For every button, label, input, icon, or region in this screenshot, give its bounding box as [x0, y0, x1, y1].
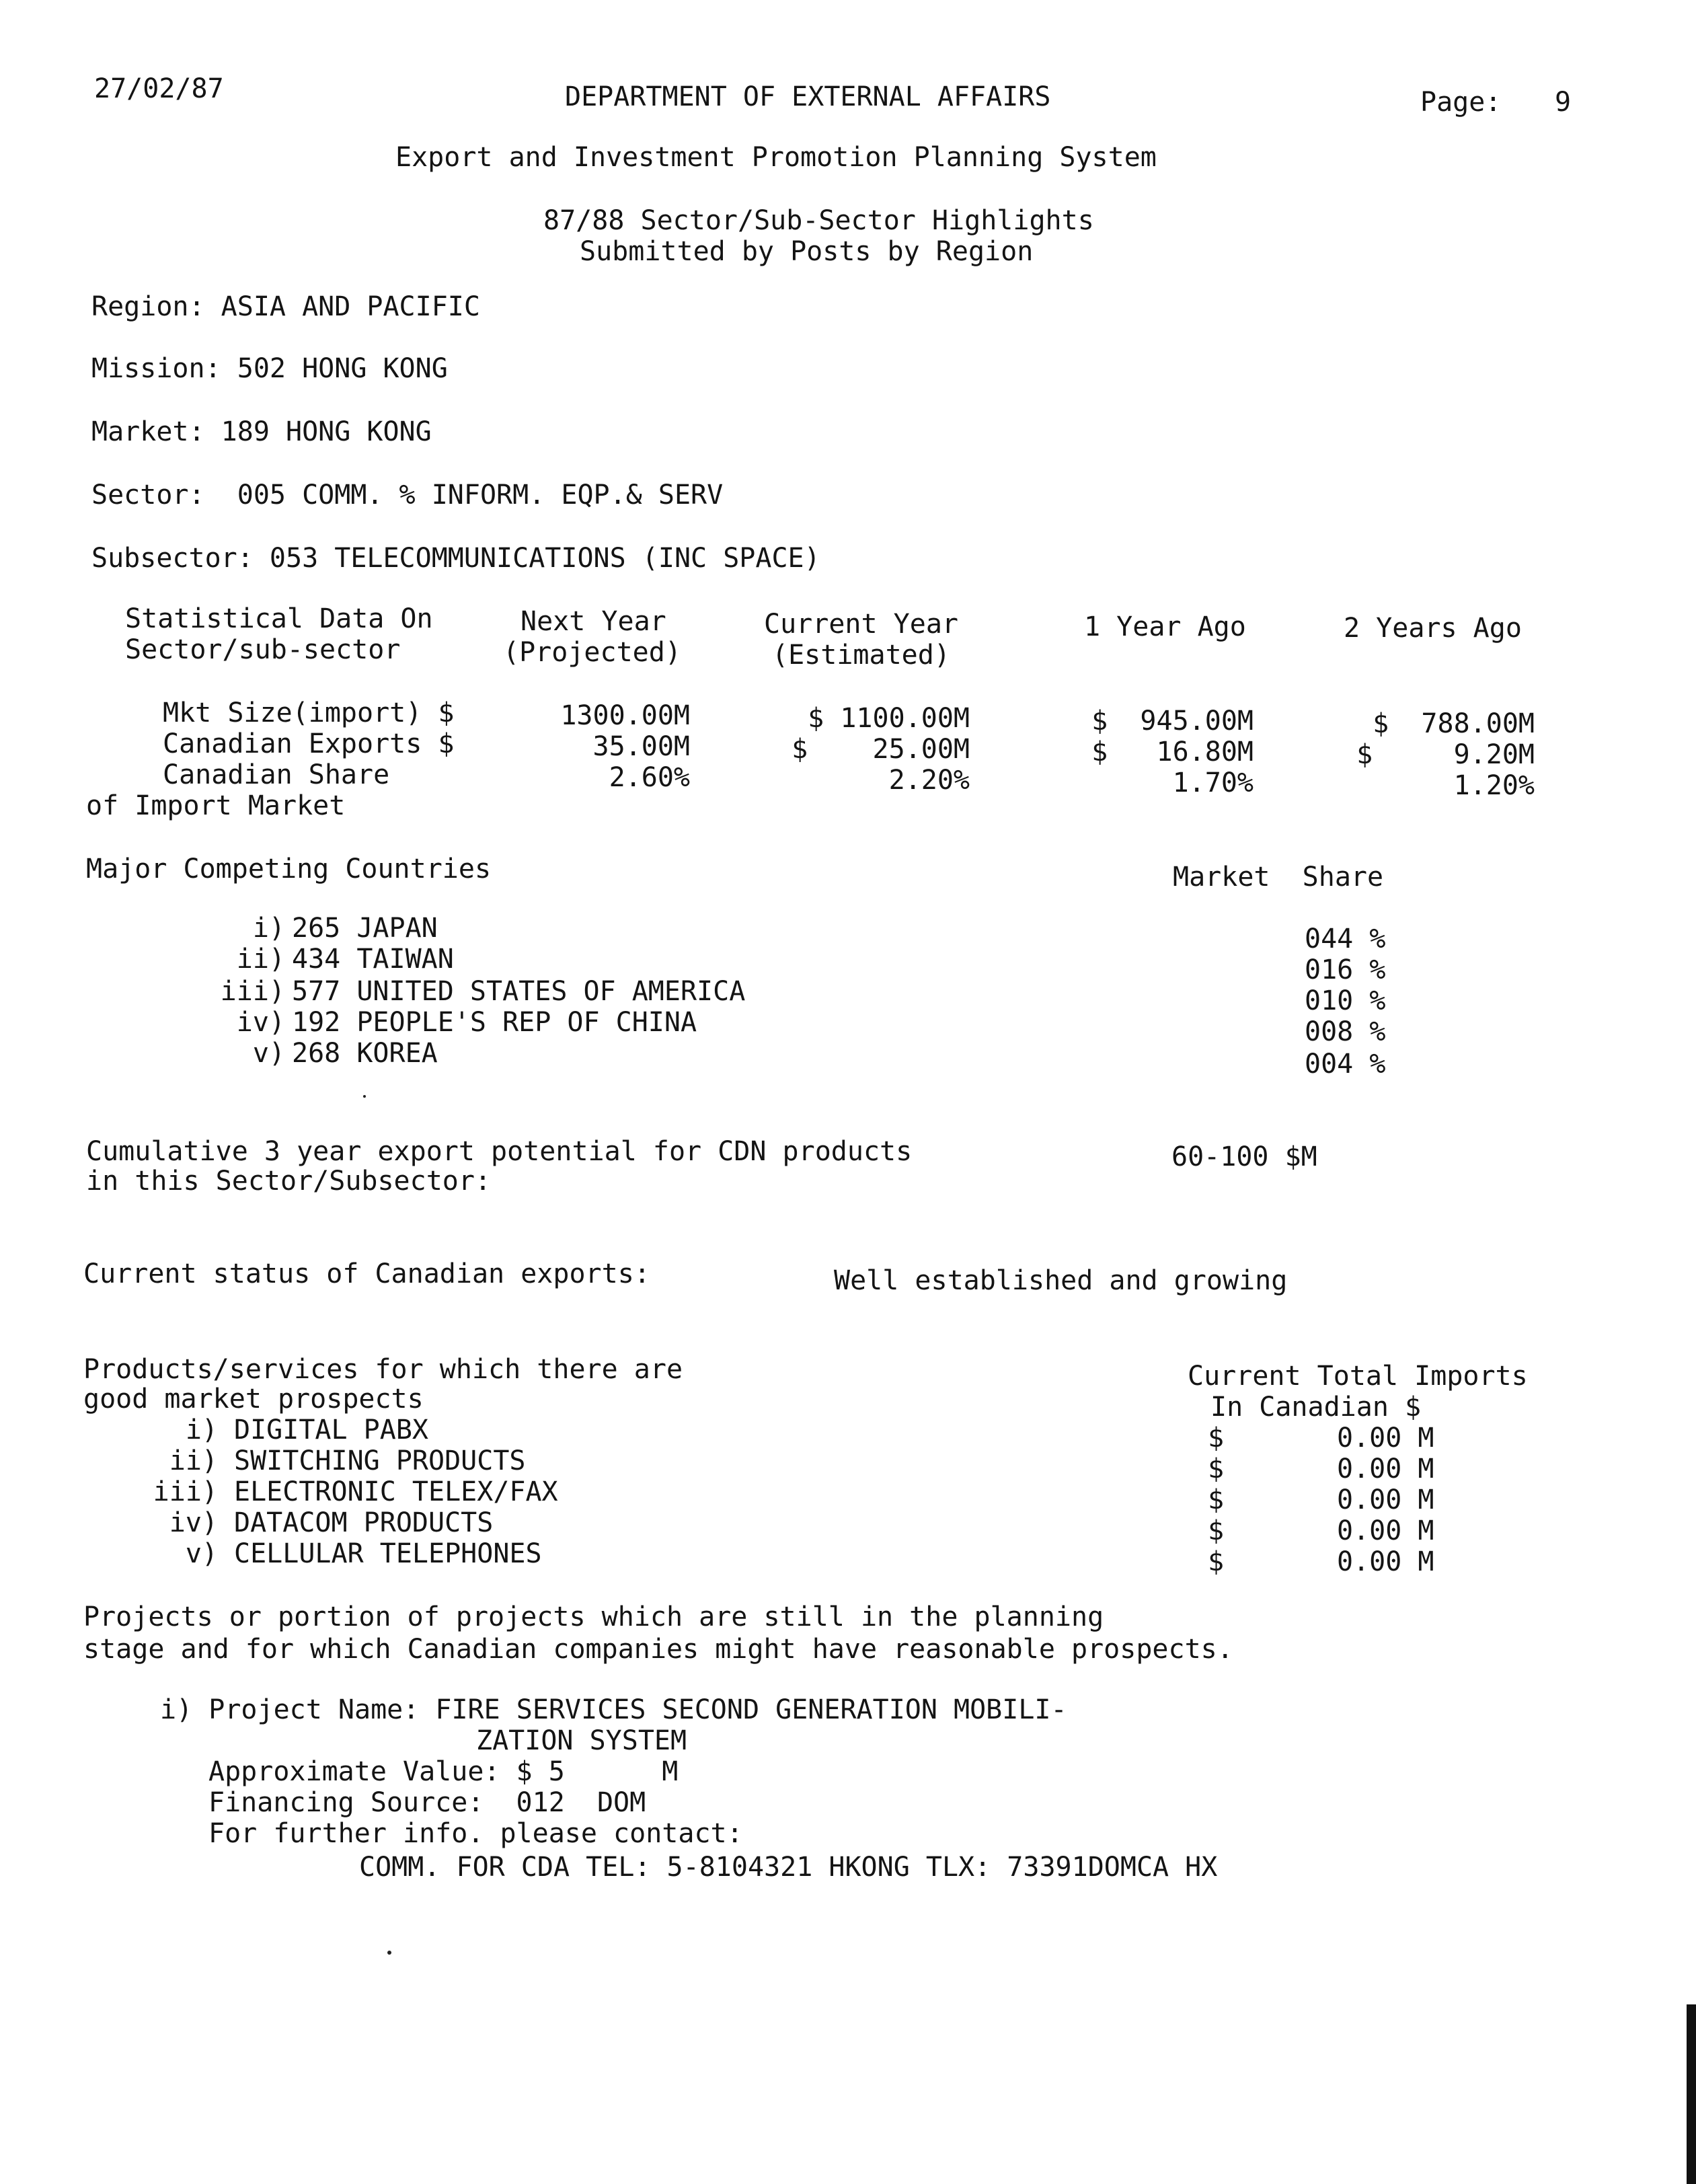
competitor-num: iv) — [236, 1007, 285, 1038]
report-title: 87/88 Sector/Sub-Sector Highlights — [543, 205, 1094, 236]
scan-edge-shadow — [1687, 2004, 1696, 2184]
market-share-heading: Market Share — [1173, 862, 1384, 893]
product-import-value: 0.00 M — [1337, 1423, 1434, 1454]
col-current-year: Current Year — [764, 609, 958, 640]
col-next-year: Next Year — [521, 606, 666, 637]
product-import-value: 0.00 M — [1337, 1484, 1434, 1515]
stats-cell-2-years-ago: 1.20% — [1453, 770, 1535, 801]
report-subtitle: Submitted by Posts by Region — [580, 236, 1034, 267]
product-name: DIGITAL PABX — [234, 1415, 428, 1445]
projects-line-1: Projects or portion of projects which are still in the planning — [83, 1602, 1104, 1632]
competitor-share: 010 % — [1305, 985, 1386, 1016]
stats-cell-next: 2.60% — [609, 762, 690, 793]
product-import-value: 0.00 M — [1337, 1454, 1434, 1484]
project-contact-label: For further info. please contact: — [208, 1818, 743, 1849]
product-num: iv) — [169, 1507, 218, 1538]
potential-line-2: in this Sector/Subsector: — [86, 1166, 492, 1197]
competitor-share: 016 % — [1305, 954, 1386, 985]
competitor-share: 008 % — [1305, 1016, 1386, 1047]
stats-cell-current: 2.20% — [888, 765, 970, 796]
projects-line-2: stage and for which Canadian companies might have reasonable prospects. — [83, 1634, 1233, 1665]
col-current-year-sub: (Estimated) — [772, 640, 950, 671]
stats-row-label: Canadian Exports $ — [163, 728, 455, 759]
stats-cell-2-years-ago: $ 9.20M — [1356, 739, 1535, 770]
potential-line-1: Cumulative 3 year export potential for CDN products — [86, 1136, 913, 1167]
competitor-num: iii) — [220, 976, 285, 1007]
product-num: v) — [185, 1538, 218, 1569]
scan-speck — [387, 1951, 391, 1955]
competitor-share: 004 % — [1305, 1049, 1386, 1080]
project-financing-source: Financing Source: 012 DOM — [208, 1787, 646, 1818]
product-import-value: 0.00 M — [1337, 1546, 1434, 1577]
product-currency: $ — [1208, 1484, 1225, 1515]
page-label: Page: — [1420, 87, 1502, 118]
mission-line: Mission: 502 HONG KONG — [91, 353, 448, 384]
market-line: Market: 189 HONG KONG — [91, 416, 432, 447]
stats-label-2: Sector/sub-sector — [125, 634, 401, 665]
product-name: DATACOM PRODUCTS — [234, 1507, 494, 1538]
report-date: 27/02/87 — [94, 73, 224, 104]
stats-cell-1-year-ago: 1.70% — [1172, 767, 1254, 798]
potential-value: 60-100 $M — [1171, 1141, 1317, 1172]
status-value: Well established and growing — [834, 1265, 1288, 1296]
competitor-share: 044 % — [1305, 924, 1386, 954]
stats-row-label: Mkt Size(import) $ — [163, 698, 455, 728]
status-label: Current status of Canadian exports: — [83, 1258, 650, 1289]
competitor-name: 268 KOREA — [292, 1038, 438, 1069]
stats-cell-next: 1300.00M — [560, 700, 690, 731]
stats-cell-next: 35.00M — [592, 731, 690, 762]
competitor-num: v) — [252, 1038, 285, 1069]
competitor-num: i) — [252, 913, 285, 944]
project-contact: COMM. FOR CDA TEL: 5-8104321 HKONG TLX: 73391DOMCA HX — [359, 1852, 1218, 1883]
share-suffix: of Import Market — [86, 790, 346, 821]
products-line-2: good market prospects — [83, 1384, 424, 1415]
competitors-heading: Major Competing Countries — [86, 854, 492, 884]
competitor-num: ii) — [236, 944, 285, 975]
product-import-value: 0.00 M — [1337, 1515, 1434, 1546]
product-currency: $ — [1208, 1546, 1225, 1577]
competitor-name: 265 JAPAN — [292, 913, 438, 944]
competitor-name: 192 PEOPLE'S REP OF CHINA — [292, 1007, 697, 1038]
competitor-name: 434 TAIWAN — [292, 944, 454, 975]
product-num: iii) — [153, 1476, 218, 1507]
stats-label-1: Statistical Data On — [125, 603, 433, 634]
stats-cell-1-year-ago: $ 16.80M — [1091, 737, 1254, 767]
products-line-1: Products/services for which there are — [83, 1354, 683, 1385]
stats-cell-current: $ 1100.00M — [808, 703, 970, 734]
system-title: Export and Investment Promotion Planning System — [395, 142, 1157, 173]
col-next-year-sub: (Projected) — [503, 637, 681, 668]
competitor-name: 577 UNITED STATES OF AMERICA — [292, 976, 746, 1007]
product-currency: $ — [1208, 1454, 1225, 1484]
project-name-continued: ZATION SYSTEM — [476, 1725, 687, 1756]
subsector-line: Subsector: 053 TELECOMMUNICATIONS (INC SPACE) — [91, 543, 820, 574]
scan-speck — [363, 1095, 366, 1098]
project-approx-value: Approximate Value: $ 5 M — [208, 1756, 679, 1787]
region-line: Region: ASIA AND PACIFIC — [91, 291, 480, 322]
product-name: SWITCHING PRODUCTS — [234, 1445, 526, 1476]
stats-cell-1-year-ago: $ 945.00M — [1091, 706, 1254, 737]
product-currency: $ — [1208, 1423, 1225, 1454]
sector-line: Sector: 005 COMM. % INFORM. EQP.& SERV — [91, 480, 724, 511]
product-name: CELLULAR TELEPHONES — [234, 1538, 542, 1569]
col-1-year-ago: 1 Year Ago — [1084, 611, 1246, 642]
stats-row-label: Canadian Share — [163, 759, 390, 790]
imports-col-subheading: In Canadian $ — [1210, 1392, 1422, 1423]
department-title: DEPARTMENT OF EXTERNAL AFFAIRS — [565, 81, 1051, 112]
product-currency: $ — [1208, 1515, 1225, 1546]
page-number: 9 — [1555, 87, 1572, 118]
product-name: ELECTRONIC TELEX/FAX — [234, 1476, 558, 1507]
product-num: ii) — [169, 1445, 218, 1476]
col-2-years-ago: 2 Years Ago — [1344, 613, 1522, 644]
stats-cell-2-years-ago: $ 788.00M — [1373, 708, 1535, 739]
stats-cell-current: $ 25.00M — [792, 734, 970, 765]
product-num: i) — [185, 1415, 218, 1445]
imports-col-heading: Current Total Imports — [1188, 1361, 1528, 1392]
project-name: i) Project Name: FIRE SERVICES SECOND GENERATION MOBILI- — [160, 1694, 1067, 1725]
